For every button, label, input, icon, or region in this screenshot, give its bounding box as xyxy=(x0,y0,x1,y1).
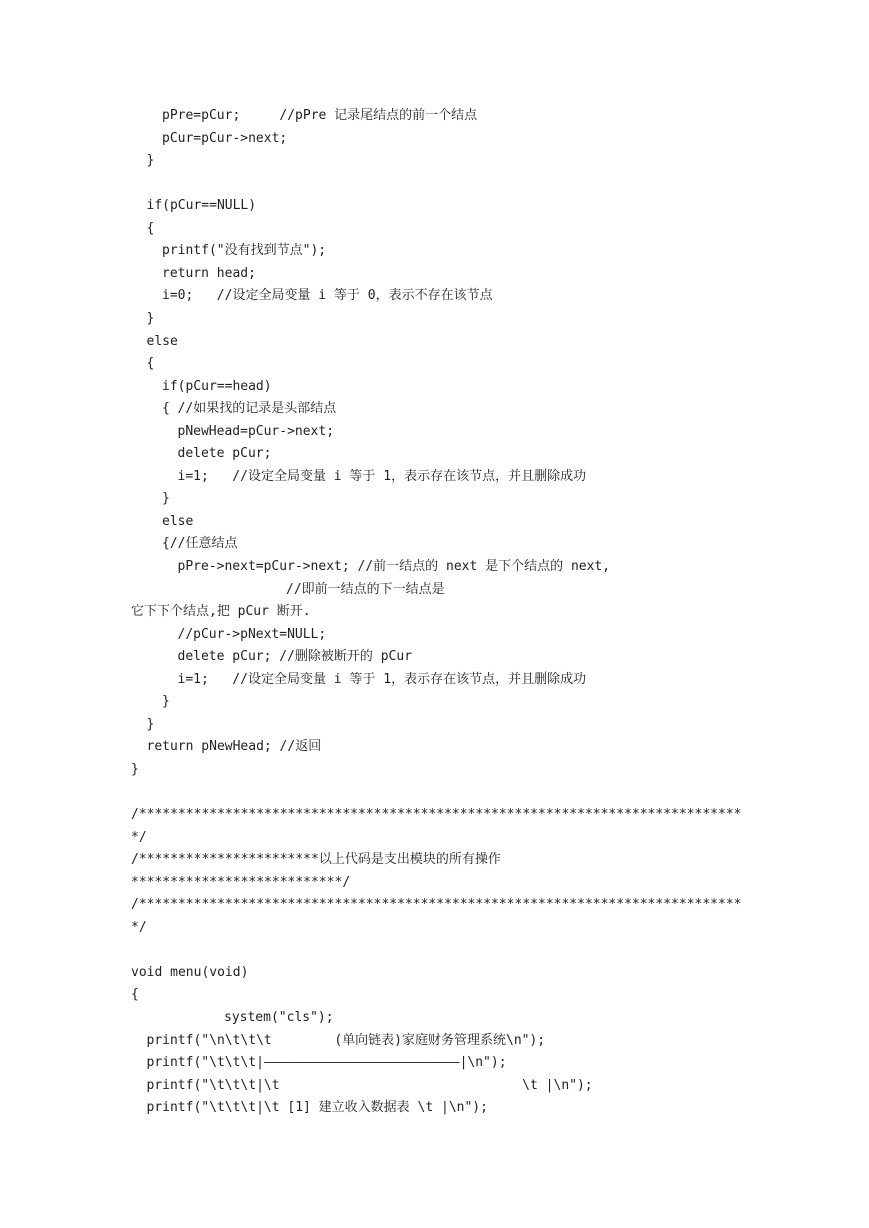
code-line: return pNewHead; //返回 xyxy=(146,739,322,755)
code-line: pCur=pCur->next; xyxy=(162,130,288,146)
code-line: //即前一结点的下一结点是 xyxy=(286,581,445,597)
code-line: } xyxy=(131,761,139,777)
code-line: return head; xyxy=(162,265,256,281)
code-line: pPre=pCur; //pPre 记录尾结点的前一个结点 xyxy=(162,108,478,123)
code-line: pNewHead=pCur->next; xyxy=(177,423,335,439)
code-line: void menu(void) xyxy=(131,964,249,980)
code-line: system("cls"); xyxy=(224,1010,334,1025)
code-line: /***********************以上代码是支出模块的所有操作 xyxy=(131,852,501,868)
code-line: ***************************/ xyxy=(131,874,351,890)
code-line: printf("没有找到节点"); xyxy=(162,243,327,259)
code-line: pPre->next=pCur->next; //前一结点的 next 是下个结点的 next, xyxy=(177,559,611,574)
code-line: */ xyxy=(131,919,147,935)
code-line: printf("\n\t\t\t (单向链表)家庭财务管理系统\n"); xyxy=(146,1032,546,1048)
code-line: printf("\t\t\t|—————————————————————————|\n"); xyxy=(146,1055,507,1071)
code-line: { //如果找的记录是头部结点 xyxy=(162,401,337,417)
code-line: else xyxy=(162,513,194,529)
code-line: //pCur->pNext=NULL; xyxy=(177,626,327,642)
code-line: } xyxy=(146,153,155,169)
code-line: i=0; //设定全局变量 i 等于 0，表示不存在该节点 xyxy=(162,288,493,304)
code-line: 它下下个结点,把 pCur 断开. xyxy=(131,604,311,620)
code-line: { xyxy=(146,356,155,372)
code-line: if(pCur==head) xyxy=(162,378,272,394)
code-line: } xyxy=(162,491,170,507)
code-line: /***************************************************************************** xyxy=(131,897,742,913)
code-line: } xyxy=(162,694,170,710)
code-line: i=1; //设定全局变量 i 等于 1，表示存在该节点，并且删除成功 xyxy=(177,671,587,687)
code-line: { xyxy=(131,987,139,1003)
code-line: } xyxy=(146,716,155,732)
code-line: printf("\t\t\t|\t [1] 建立收入数据表 \t |\n"); xyxy=(146,1100,488,1116)
code-line: {//任意结点 xyxy=(162,536,238,552)
code-line: delete pCur; xyxy=(177,446,272,462)
code-line: delete pCur; //删除被断开的 pCur xyxy=(177,649,413,665)
code-line: i=1; //设定全局变量 i 等于 1，表示存在该节点，并且删除成功 xyxy=(177,468,587,484)
code-line: } xyxy=(146,310,155,326)
code-line: else xyxy=(146,333,178,349)
code-line: if(pCur==NULL) xyxy=(146,198,257,214)
code-line: */ xyxy=(131,829,147,845)
code-line: printf("\t\t\t|\t \t |\n"); xyxy=(146,1077,593,1093)
code-line: { xyxy=(146,220,155,236)
code-line: /***************************************************************************** xyxy=(131,807,742,823)
